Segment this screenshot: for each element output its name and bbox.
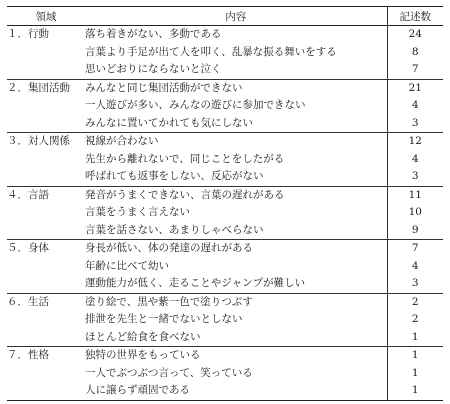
count-value: 1 [387, 382, 443, 400]
content-text: ほとんど給食を食べない [85, 330, 201, 343]
table-body [7, 26, 443, 401]
category-cell-empty [7, 44, 85, 62]
table-row [7, 115, 443, 133]
table-row [7, 222, 443, 240]
category-label: ７．性格 [7, 347, 85, 365]
header-category: 領域 [7, 7, 85, 26]
content-text: 呼ばれても返事をしない、反応がない [85, 170, 264, 182]
table-row [7, 97, 443, 115]
content-text: 排泄を先生と一緒でないとしない [85, 313, 243, 325]
table-row [7, 204, 443, 222]
table-row [7, 311, 443, 329]
table-row [7, 365, 443, 383]
category-cell-empty [7, 365, 85, 383]
count-value: 10 [387, 204, 443, 222]
content-text: みんなと同じ集団活動ができない [85, 79, 387, 97]
count-value: 1 [387, 365, 443, 383]
table-row [7, 293, 443, 311]
table-row [7, 61, 443, 79]
content-text: 視線が合わない [85, 133, 387, 151]
count-value: 3 [387, 168, 443, 186]
category-cell-empty [7, 168, 85, 186]
content-text: 運動能力が低く、走ることやジャンプが難しい [85, 277, 306, 289]
content-text: 一人遊びが多い、みんなの遊びに参加できない [85, 99, 306, 111]
category-label: ２．集団活動 [7, 79, 85, 97]
category-cell-empty [7, 61, 85, 79]
category-cell-empty [7, 97, 85, 115]
table-row [7, 347, 443, 365]
table-row [7, 258, 443, 276]
content-text: みんなに置いてかれても気にしない [85, 116, 253, 129]
content-text: 独特の世界をもっている [85, 347, 387, 365]
header-content: 内容 [85, 7, 387, 26]
table-row [7, 44, 443, 62]
count-value: 7 [387, 61, 443, 79]
category-cell-empty [7, 382, 85, 400]
count-value: 1 [387, 347, 443, 365]
table-header [7, 7, 443, 26]
content-text: 人に譲らず頑固である [85, 382, 387, 400]
count-value: 24 [387, 26, 443, 44]
category-label: ６．生活 [7, 293, 85, 311]
category-label: ３．対人関係 [7, 133, 85, 151]
category-label: １．行動 [7, 26, 85, 44]
count-value: 1 [387, 329, 443, 347]
table-row [7, 168, 443, 186]
findings-table [7, 6, 443, 401]
table-row [7, 329, 443, 347]
count-value: 7 [387, 240, 443, 258]
table-row [7, 275, 443, 293]
count-value: 4 [387, 258, 443, 276]
content-text: 言葉を話さない、あまりしゃべらない [85, 223, 264, 236]
category-cell-empty [7, 329, 85, 347]
content-text: 先生から離れないで、同じことをしたがる [85, 152, 285, 165]
content-text: 塗り絵で、黒や紫一色で塗りつぶす [85, 293, 387, 311]
table-row [7, 26, 443, 44]
category-cell-empty [7, 222, 85, 240]
table-row [7, 186, 443, 204]
content-text: 身長が低い、体の発達の遅れがある [85, 240, 387, 258]
count-value: 3 [387, 115, 443, 133]
content-text: 年齢に比べて幼い [85, 259, 169, 272]
category-cell-empty [7, 258, 85, 276]
table-row [7, 382, 443, 400]
count-value: 4 [387, 151, 443, 169]
content-text: 一人でぶつぶつ言って、笑っている [85, 366, 253, 379]
table-row [7, 151, 443, 169]
count-value: 12 [387, 133, 443, 151]
count-value: 4 [387, 97, 443, 115]
count-value: 11 [387, 186, 443, 204]
content-text: 言葉より手足が出て人を叩く、乱暴な振る舞いをする [85, 45, 337, 58]
content-text: 発音がうまくできない、言葉の遅れがある [85, 186, 387, 204]
content-text: 思いどおりにならないと泣く [85, 63, 222, 75]
category-label: ４．言語 [7, 186, 85, 204]
category-cell-empty [7, 151, 85, 169]
content-text: 言葉をうまく言えない [85, 206, 190, 218]
category-cell-empty [7, 275, 85, 293]
count-value: 21 [387, 79, 443, 97]
table-row [7, 79, 443, 97]
category-cell-empty [7, 311, 85, 329]
count-value: 9 [387, 222, 443, 240]
header-count: 記述数 [387, 7, 443, 26]
header-row [7, 7, 443, 26]
count-value: 3 [387, 275, 443, 293]
content-text: 落ち着きがない、多動である [85, 26, 387, 44]
count-value: 2 [387, 311, 443, 329]
category-cell-empty [7, 204, 85, 222]
count-value: 2 [387, 293, 443, 311]
table-row [7, 133, 443, 151]
table-row [7, 240, 443, 258]
count-value: 8 [387, 44, 443, 62]
category-label: ５．身体 [7, 240, 85, 258]
category-cell-empty [7, 115, 85, 133]
